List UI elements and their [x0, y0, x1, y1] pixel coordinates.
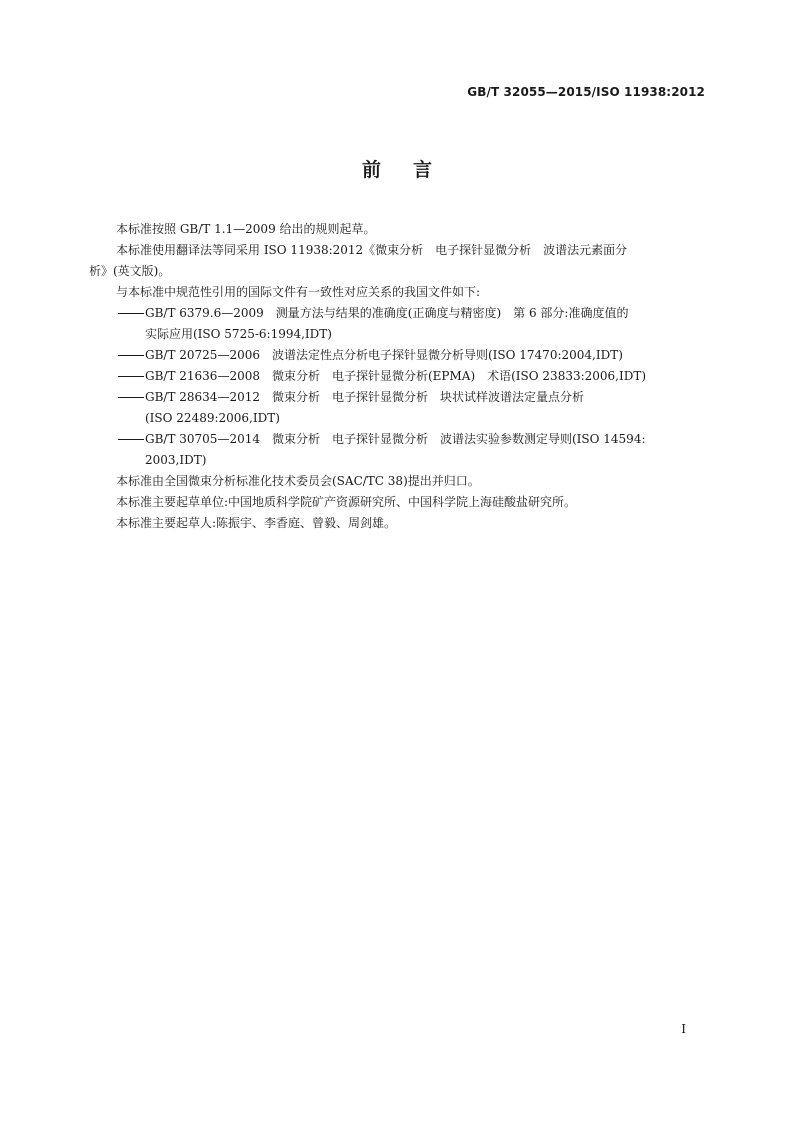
paragraph-references-intro: 与本标准中规范性引用的国际文件有一致性对应关系的我国文件如下:: [116, 285, 481, 299]
paragraph-drafters: 本标准主要起草人:陈振宇、李香庭、曾毅、周剑雄。: [116, 516, 397, 530]
paragraph-adoption-continued: 析》(英文版)。: [89, 264, 171, 278]
em-dash-marker: [116, 303, 144, 324]
reference-item: [89, 387, 705, 429]
reference-item: [89, 345, 705, 366]
reference-line: GB/T 30705—2014 微束分析 电子探针显微分析 波谱法实验参数测定导则(ISO 14594:: [145, 432, 646, 446]
foreword-body: [89, 219, 705, 534]
reference-line-continued: 2003,IDT): [145, 453, 207, 467]
reference-line-continued: 实际应用(ISO 5725-6:1994,IDT): [145, 327, 332, 341]
paragraph-adoption: 本标准使用翻译法等同采用 ISO 11938:2012《微束分析 电子探针显微分析 波谱法元素面分: [116, 243, 628, 257]
reference-item: [89, 303, 705, 345]
page-number: I: [681, 1022, 686, 1036]
reference-item: [89, 366, 705, 387]
page-title: 前言: [361, 159, 464, 181]
paragraph-drafting-rules: 本标准按照 GB/T 1.1—2009 给出的规则起草。: [116, 222, 376, 236]
reference-line: GB/T 28634—2012 微束分析 电子探针显微分析 块状试样波谱法定量点分析: [145, 390, 584, 404]
standard-code: GB/T 32055—2015/ISO 11938:2012: [467, 85, 705, 99]
paragraph-proposer: 本标准由全国微束分析标准化技术委员会(SAC/TC 38)提出并归口。: [116, 474, 480, 488]
em-dash-marker: [116, 387, 144, 408]
reference-line: GB/T 6379.6—2009 测量方法与结果的准确度(正确度与精密度) 第 6 部分:准确度值的: [145, 306, 629, 320]
reference-line-continued: (ISO 22489:2006,IDT): [145, 411, 280, 425]
em-dash-marker: [116, 366, 144, 387]
em-dash-marker: [116, 345, 144, 366]
reference-line: GB/T 20725—2006 波谱法定性点分析电子探针显微分析导则(ISO 17470:2004,IDT): [145, 348, 623, 362]
reference-line: GB/T 21636—2008 微束分析 电子探针显微分析(EPMA) 术语(ISO 23833:2006,IDT): [145, 369, 647, 383]
paragraph-drafting-units: 本标准主要起草单位:中国地质科学院矿产资源研究所、中国科学院上海硅酸盐研究所。: [116, 495, 577, 509]
em-dash-marker: [116, 429, 144, 450]
reference-item: [89, 429, 705, 471]
